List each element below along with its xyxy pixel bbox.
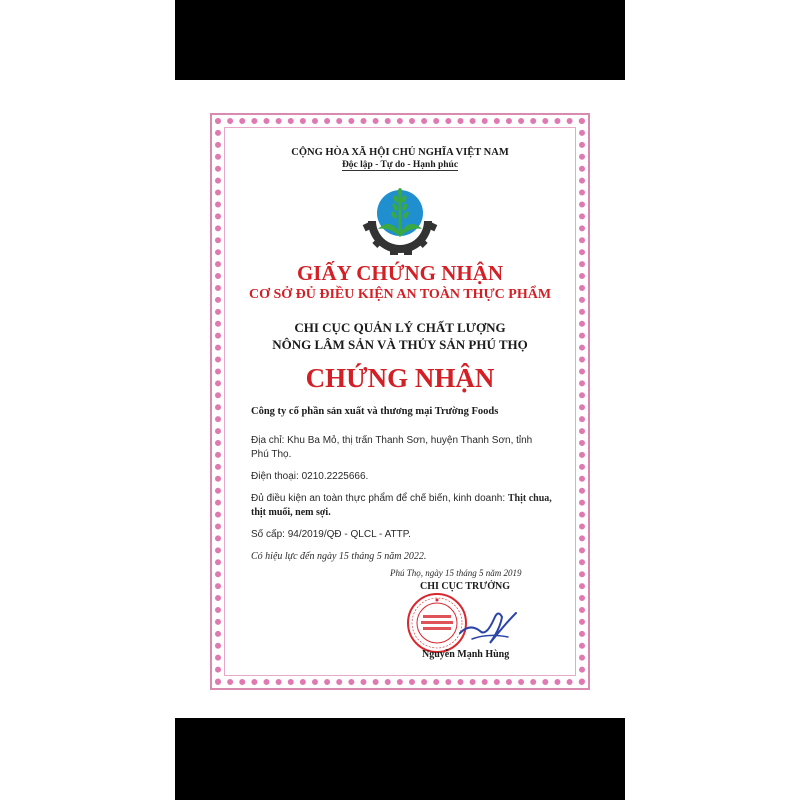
national-header: CỘNG HÒA XÃ HỘI CHỦ NGHĨA VIỆT NAM xyxy=(291,147,509,158)
signer-name: Nguyễn Mạnh Hùng xyxy=(422,649,510,660)
company-name: Công ty cổ phần sản xuất và thương mại Trường Foods xyxy=(251,406,499,417)
scope-prefix: Đủ điều kiện an toàn thực phẩm để chế biến, kinh doanh: xyxy=(251,493,508,504)
phone-number: Điện thoại: 0210.2225666. xyxy=(251,471,369,482)
certifies-heading: CHỨNG NHẬN xyxy=(305,363,495,393)
issue-date: Phú Thọ, ngày 15 tháng 5 năm 2019 xyxy=(390,568,522,578)
address-line2: Phú Thọ. xyxy=(251,449,292,460)
signature xyxy=(450,593,520,653)
agency-name-line1: CHI CỤC QUẢN LÝ CHẤT LƯỢNG xyxy=(294,320,506,335)
validity-date: Có hiệu lực đến ngày 15 tháng 5 năm 2022. xyxy=(251,551,427,562)
agency-name-line2: NÔNG LÂM SẢN VÀ THỦY SẢN PHÚ THỌ xyxy=(272,337,528,352)
scope-products-b: thịt muối, nem sợi. xyxy=(251,507,331,518)
national-motto: Độc lập - Tự do - Hạnh phúc xyxy=(341,160,459,170)
certificate-subtitle: CƠ SỞ ĐỦ ĐIỀU KIỆN AN TOÀN THỰC PHẨM xyxy=(248,287,552,302)
address-line1: Địa chỉ: Khu Ba Mỏ, thị trấn Thanh Sơn, huyện Thanh Sơn, tỉnh xyxy=(251,435,533,446)
certificate-number: Số cấp: 94/2019/QĐ - QLCL - ATTP. xyxy=(251,529,411,540)
agriculture-emblem-icon xyxy=(360,177,440,259)
certificate xyxy=(210,113,590,690)
top-black-bar xyxy=(175,0,625,80)
signer-title: CHI CỤC TRƯỞNG xyxy=(420,581,511,592)
scope-line xyxy=(251,493,552,504)
bottom-black-bar xyxy=(175,718,625,800)
scope-products-a: Thịt chua, xyxy=(507,493,552,504)
certificate-title: GIẤY CHỨNG NHẬN xyxy=(296,261,504,285)
